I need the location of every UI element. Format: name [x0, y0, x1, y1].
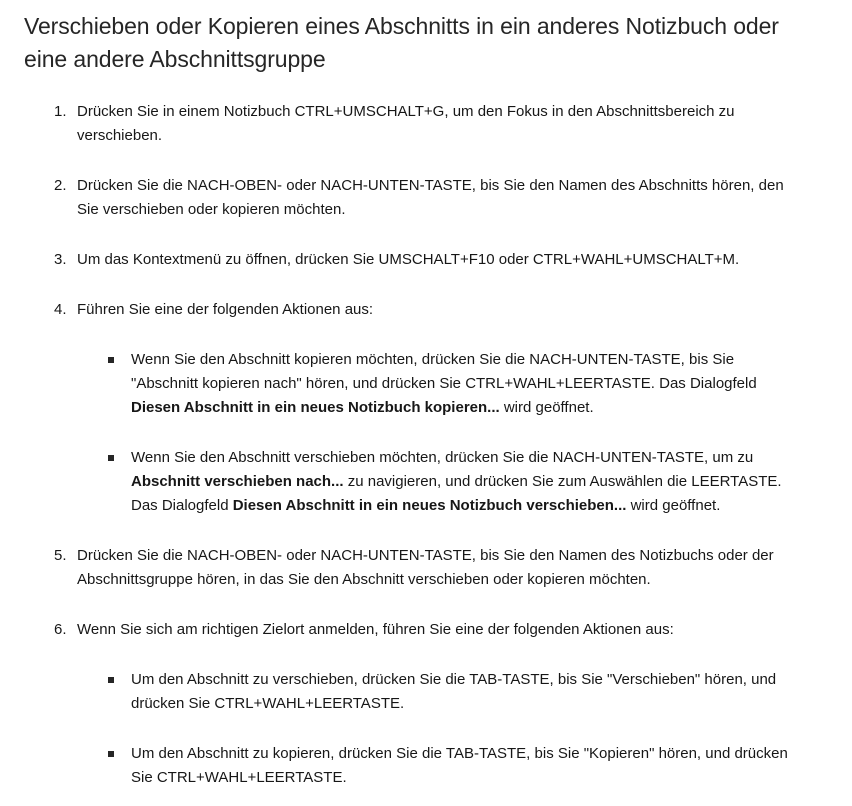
sub-item	[77, 446, 791, 518]
step-item	[24, 298, 787, 518]
step-text: Wenn Sie sich am richtigen Zielort anmelden, führen Sie eine der folgenden Aktionen aus:	[77, 621, 674, 638]
step-item	[24, 174, 787, 222]
step-number: 4.	[54, 301, 67, 318]
step-text: Drücken Sie die NACH-OBEN- oder NACH-UNTEN-TASTE, bis Sie den Namen des Abschnitts hören, den Sie verschieben oder kopieren möchten.	[77, 177, 784, 218]
step-item	[24, 248, 787, 272]
square-bullet-icon	[108, 357, 114, 363]
step-item	[24, 544, 787, 592]
step-number: 2.	[54, 177, 67, 194]
step-item	[24, 618, 787, 790]
sub-text: Um den Abschnitt zu verschieben, drücken Sie die TAB-TASTE, bis Sie "Verschieben" hören, und drücken Sie CTRL+WAHL+LEERTASTE.	[131, 671, 777, 712]
step-number: 3.	[54, 251, 67, 268]
sub-text: wird geöffnet.	[626, 497, 721, 514]
step-text: Führen Sie eine der folgenden Aktionen aus:	[77, 301, 374, 318]
sub-item	[77, 668, 791, 716]
section-heading: Verschieben oder Kopieren eines Abschnitts in ein anderes Notizbuch oder eine andere Abschnittsgruppe	[24, 13, 779, 72]
step-text: Um das Kontextmenü zu öffnen, drücken Sie UMSCHALT+F10 oder CTRL+WAHL+UMSCHALT+M.	[77, 251, 740, 268]
sub-text: Wenn Sie den Abschnitt kopieren möchten, drücken Sie die NACH-UNTEN-TASTE, bis Sie "Abschnitt kopieren nach" hören, und drücken Sie CTRL+WAHL+LEERTASTE. Das Dialogfeld	[131, 351, 757, 392]
sub-text: wird geöffnet.	[499, 399, 594, 416]
sub-list	[77, 348, 787, 518]
step-item	[24, 100, 787, 148]
sub-list	[77, 668, 787, 790]
step-text: Drücken Sie in einem Notizbuch CTRL+UMSCHALT+G, um den Fokus in den Abschnittsbereich zu verschieben.	[77, 103, 735, 144]
step-number: 1.	[54, 103, 67, 120]
sub-item	[77, 348, 791, 420]
sub-item	[77, 742, 791, 790]
sub-text: Wenn Sie den Abschnitt verschieben möchten, drücken Sie die NACH-UNTEN-TASTE, um zu	[131, 449, 754, 466]
sub-text: Um den Abschnitt zu kopieren, drücken Sie die TAB-TASTE, bis Sie "Kopieren" hören, und drücken Sie CTRL+WAHL+LEERTASTE.	[131, 745, 788, 786]
square-bullet-icon	[108, 677, 114, 683]
dialog-name: Diesen Abschnitt in ein neues Notizbuch verschieben...	[232, 497, 627, 514]
dialog-name: Diesen Abschnitt in ein neues Notizbuch kopieren...	[131, 399, 500, 416]
sub-text: zu navigieren, und drücken Sie zum Auswählen die LEERTASTE. Das Dialogfeld	[131, 473, 782, 514]
square-bullet-icon	[108, 751, 114, 757]
square-bullet-icon	[108, 455, 114, 461]
steps-list	[24, 100, 828, 790]
step-number: 5.	[54, 547, 67, 564]
step-text: Drücken Sie die NACH-OBEN- oder NACH-UNTEN-TASTE, bis Sie den Namen des Notizbuchs oder der Abschnittsgruppe hören, in das Sie den Abschnitt verschieben oder kopieren möchten.	[77, 547, 774, 588]
menu-item-name: Abschnitt verschieben nach...	[131, 473, 344, 490]
step-number: 6.	[54, 621, 67, 638]
